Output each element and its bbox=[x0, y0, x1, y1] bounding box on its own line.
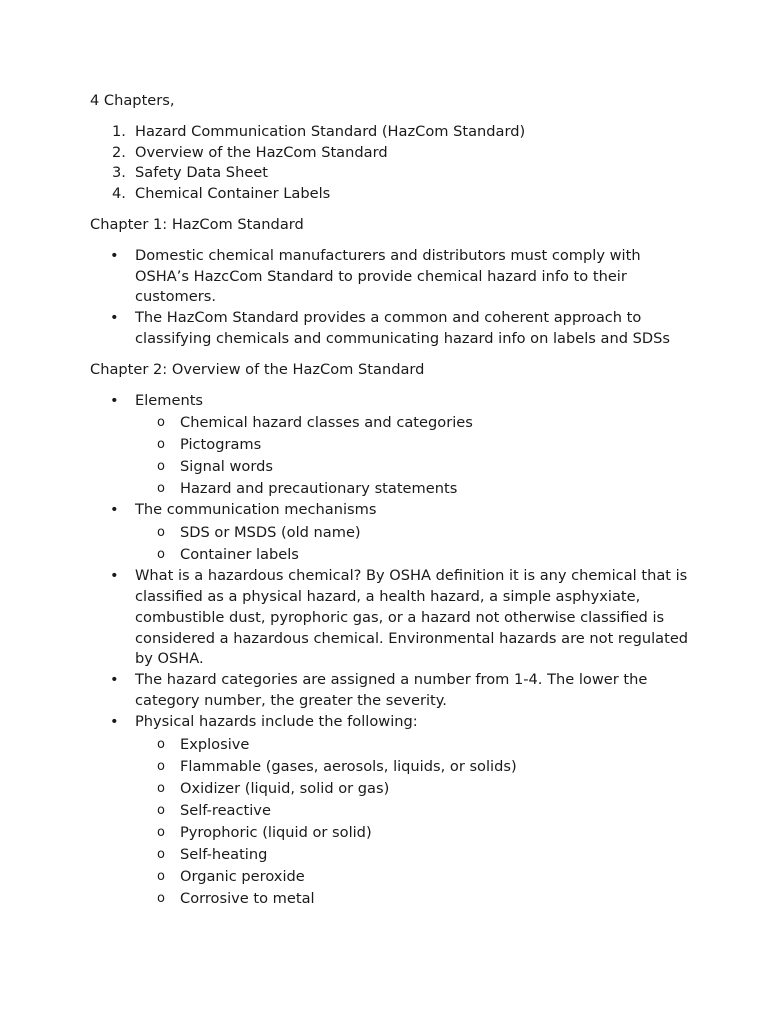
intro-line: 4 Chapters, bbox=[90, 92, 175, 109]
sub-list-item bbox=[135, 544, 690, 566]
sub-list-text: Pictograms bbox=[180, 436, 262, 454]
chapter-list-item bbox=[90, 143, 690, 164]
sub-list-item bbox=[135, 822, 690, 844]
sub-bullet-icon: o bbox=[157, 824, 165, 840]
sub-list bbox=[135, 734, 690, 910]
sub-list-text: Self-heating bbox=[180, 845, 268, 863]
bullet-icon: • bbox=[110, 567, 119, 585]
sub-list-item bbox=[135, 522, 690, 544]
list-number: 2. bbox=[112, 143, 126, 161]
sub-list-text: Organic peroxide bbox=[180, 867, 305, 885]
list-item bbox=[90, 500, 690, 566]
sub-list-text: Pyrophoric (liquid or solid) bbox=[180, 823, 372, 841]
sub-bullet-icon: o bbox=[157, 415, 165, 431]
list-item-text: What is a hazardous chemical? By OSHA definition it is any chemical that is classified as a physical hazard, a health hazard, a simple asphyxiate, combustible dust, pyrophoric gas, or a hazard not otherwise classified is considered a hazardous chemical. Environmental hazards are not regulated by OSHA. bbox=[135, 567, 689, 668]
list-item bbox=[90, 566, 690, 670]
sub-bullet-icon: o bbox=[157, 758, 165, 774]
sub-list-text: SDS or MSDS (old name) bbox=[180, 524, 361, 542]
sub-list-text: Corrosive to metal bbox=[180, 889, 315, 907]
list-item-text: Physical hazards include the following: bbox=[135, 712, 418, 730]
sub-list-item bbox=[135, 456, 690, 478]
chapter-1-heading: Chapter 1: HazCom Standard bbox=[90, 215, 304, 233]
chapter-list-text: Safety Data Sheet bbox=[135, 164, 268, 182]
chapter-list-text: Hazard Communication Standard (HazCom Standard) bbox=[135, 122, 526, 140]
sub-bullet-icon: o bbox=[157, 736, 165, 752]
sub-bullet-icon: o bbox=[157, 780, 165, 796]
sub-list-text: Chemical hazard classes and categories bbox=[180, 414, 473, 432]
chapter-list-text: Overview of the HazCom Standard bbox=[135, 143, 388, 161]
list-item bbox=[90, 391, 690, 501]
chapter-1-bullets bbox=[90, 246, 690, 350]
list-item bbox=[90, 308, 690, 350]
sub-list bbox=[135, 412, 690, 500]
sub-bullet-icon: o bbox=[157, 802, 165, 818]
list-item bbox=[90, 670, 690, 712]
chapter-2-bullets bbox=[90, 391, 690, 910]
bullet-icon: • bbox=[110, 391, 119, 409]
sub-bullet-icon: o bbox=[157, 846, 165, 862]
sub-list-item bbox=[135, 844, 690, 866]
sub-list-text: Explosive bbox=[180, 735, 250, 753]
list-item bbox=[90, 246, 690, 308]
sub-bullet-icon: o bbox=[157, 481, 165, 497]
bullet-icon: • bbox=[110, 246, 119, 264]
list-item-text: The HazCom Standard provides a common and coherent approach to classifying chemicals and communicating hazard info on labels and SDSs bbox=[135, 309, 670, 347]
chapter-2-heading: Chapter 2: Overview of the HazCom Standard bbox=[90, 360, 425, 378]
sub-list-item bbox=[135, 478, 690, 500]
bullet-icon: • bbox=[110, 501, 119, 519]
sub-list-item bbox=[135, 800, 690, 822]
document-body bbox=[90, 91, 690, 920]
list-item-text: The communication mechanisms bbox=[135, 501, 377, 519]
list-item bbox=[90, 712, 690, 910]
chapter-list-item bbox=[90, 163, 690, 184]
bullet-icon: • bbox=[110, 712, 119, 730]
sub-list-text: Oxidizer (liquid, solid or gas) bbox=[180, 779, 390, 797]
sub-bullet-icon: o bbox=[157, 890, 165, 906]
list-item-text: Elements bbox=[135, 391, 204, 409]
sub-list bbox=[135, 522, 690, 566]
sub-list-item bbox=[135, 412, 690, 434]
sub-list-item bbox=[135, 778, 690, 800]
sub-list-text: Self-reactive bbox=[180, 801, 271, 819]
list-item-text: The hazard categories are assigned a number from 1-4. The lower the category number, the greater the severity. bbox=[135, 671, 648, 709]
sub-list-text: Container labels bbox=[180, 546, 299, 564]
sub-bullet-icon: o bbox=[157, 547, 165, 563]
list-item-text: Domestic chemical manufacturers and distributors must comply with OSHA’s HazcCom Standard to provide chemical hazard info to their customers. bbox=[135, 246, 641, 306]
sub-bullet-icon: o bbox=[157, 868, 165, 884]
chapter-list-text: Chemical Container Labels bbox=[135, 185, 331, 203]
sub-bullet-icon: o bbox=[157, 437, 165, 453]
chapter-list-item bbox=[90, 122, 690, 143]
sub-bullet-icon: o bbox=[157, 459, 165, 475]
sub-list-item bbox=[135, 866, 690, 888]
list-number: 3. bbox=[112, 164, 126, 182]
sub-list-text: Hazard and precautionary statements bbox=[180, 480, 458, 498]
sub-list-text: Signal words bbox=[180, 458, 273, 476]
sub-list-item bbox=[135, 888, 690, 910]
bullet-icon: • bbox=[110, 671, 119, 689]
sub-bullet-icon: o bbox=[157, 525, 165, 541]
chapter-list bbox=[90, 122, 690, 205]
bullet-icon: • bbox=[110, 309, 119, 327]
sub-list-text: Flammable (gases, aerosols, liquids, or solids) bbox=[180, 757, 517, 775]
list-number: 4. bbox=[112, 185, 126, 203]
sub-list-item bbox=[135, 434, 690, 456]
sub-list-item bbox=[135, 734, 690, 756]
list-number: 1. bbox=[112, 122, 126, 140]
sub-list-item bbox=[135, 756, 690, 778]
chapter-list-item bbox=[90, 184, 690, 205]
